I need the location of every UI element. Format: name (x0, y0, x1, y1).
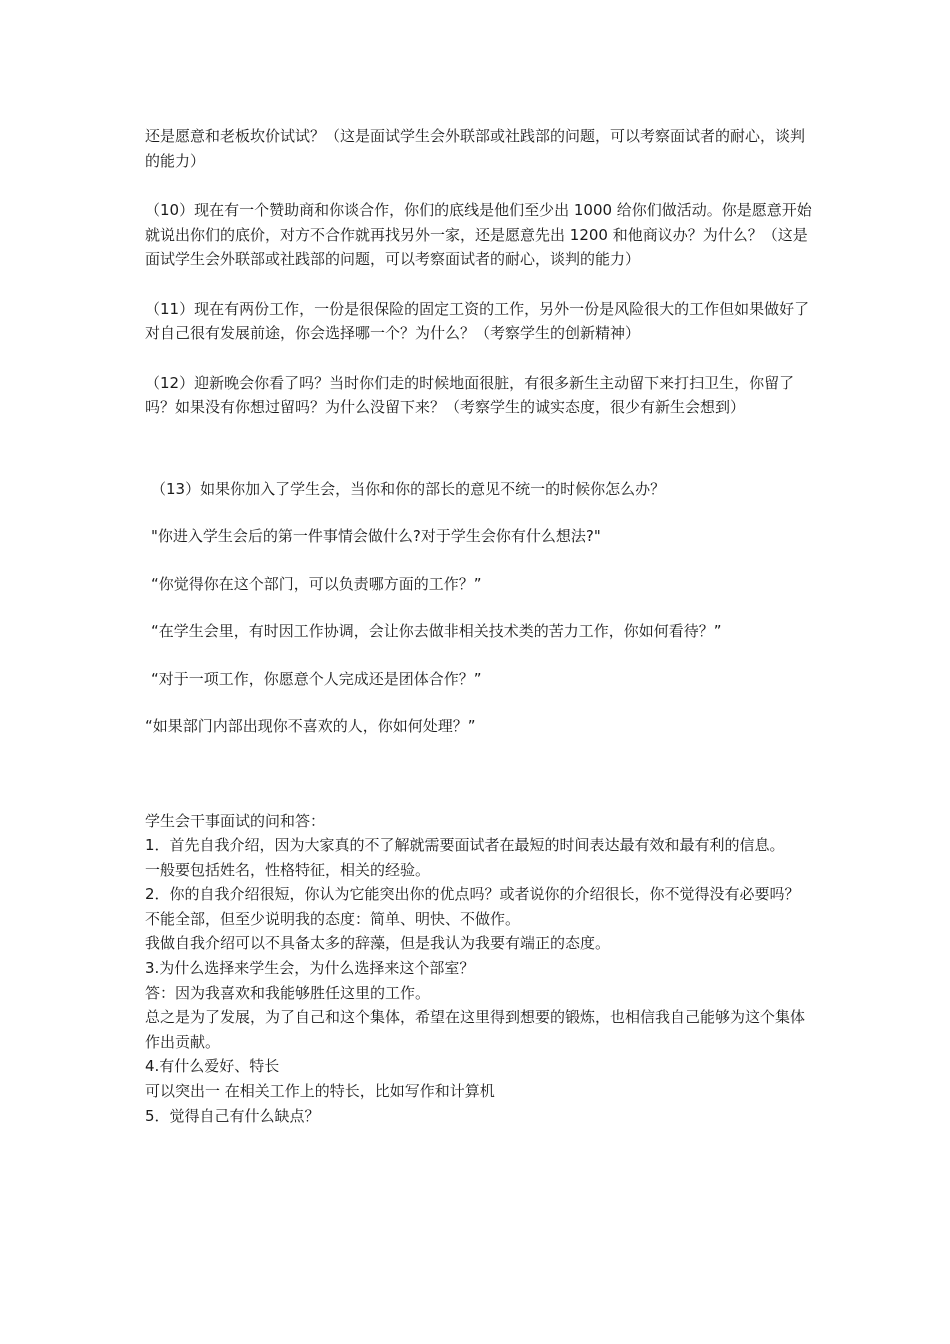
question-13: （13）如果你加入了学生会，当你和你的部长的意见不统一的时候你怎么办？ (151, 479, 666, 498)
qa-item-1: 1．首先自我介绍，因为大家真的不了解就需要面试者在最短的时间表达最有效和最有利的信息。 (145, 836, 785, 855)
spacer (145, 445, 815, 477)
qa-item-5: 5．觉得自己有什么缺点？ (145, 1106, 320, 1125)
question-responsibility: “你觉得你在这个部门，可以负责哪方面的工作？” (151, 574, 482, 593)
question-first-task: "你进入学生会后的第一件事情会做什么?对于学生会你有什么想法?" (151, 527, 601, 545)
qa-item-3: 3.为什么选择来学生会，为什么选择来这个部室？ (145, 959, 475, 978)
question-individual-or-team: “对于一项工作，你愿意个人完成还是团体合作？” (151, 669, 482, 688)
qa-answer-4: 可以突出一 在相关工作上的特长，比如写作和计算机 (145, 1082, 495, 1101)
qa-answer-3a: 答：因为我喜欢和我能够胜任这里的工作。 (145, 983, 431, 1002)
qa-answer-2a: 不能全部，但至少说明我的态度：简单、明快、不做作。 (145, 909, 521, 928)
qa-answer-3b: 总之是为了发展，为了自己和这个集体，希望在这里得到想要的锻炼，也相信我自己能够为这个集体作出贡献。 (145, 1008, 806, 1051)
paragraph-negotiation-end: 还是愿意和老板坎价试试？（这是面试学生会外联部或社践部的问题，可以考察面试者的耐心，谈判的能力） (145, 127, 806, 170)
paragraph-question-12: （12）迎新晚会你看了吗？当时你们走的时候地面很脏，有很多新生主动留下来打扫卫生，你留了吗？如果没有你想过留吗？为什么没留下来？（考察学生的诚实态度，很少有新生会想到） (145, 373, 795, 416)
document-body (145, 124, 815, 1128)
qa-answer-1: 一般要包括姓名，性格特征，相关的经验。 (145, 860, 431, 879)
paragraph-question-10: （10）现在有一个赞助商和你谈合作，你们的底线是他们至少出 1000 给你们做活动。你是愿意开始就说出你们的底价，对方不合作就再找另外一家，还是愿意先出 1200 和他商议办？为什么？（这是面试学生会外联部或社践部的问题，可以考察面试者的耐心，谈判的能力） (145, 201, 812, 268)
paragraph-question-11: （11）现在有两份工作，一份是很保险的固定工资的工作，另外一份是风险很大的工作但如果做好了对自己很有发展前途，你会选择哪一个？为什么？（考察学生的创新精神） (145, 299, 810, 342)
qa-item-4: 4.有什么爱好、特长 (145, 1057, 280, 1076)
qa-heading: 学生会干事面试的问和答： (145, 811, 326, 830)
qa-item-2: 2．你的自我介绍很短，你认为它能突出你的优点吗？或者说你的介绍很长，你不觉得没有必要吗？ (145, 885, 800, 904)
qa-answer-2b: 我做自我介绍可以不具备太多的辞藻，但是我认为我要有端正的态度。 (145, 934, 611, 953)
question-labor-work: “在学生会里，有时因工作协调，会让你去做非相关技术类的苦力工作，你如何看待？” (151, 622, 722, 640)
question-dislike-person: “如果部门内部出现你不喜欢的人，你如何处理？” (145, 717, 476, 735)
qa-section (145, 809, 815, 1129)
